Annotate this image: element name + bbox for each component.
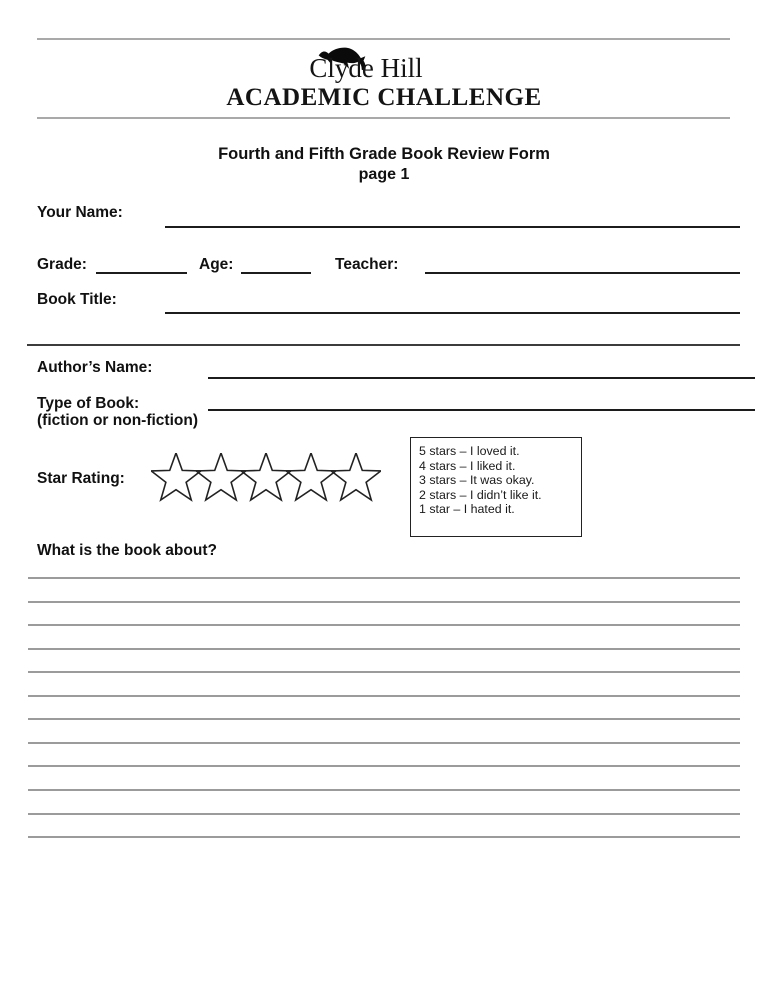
- age-label: Age:: [199, 256, 234, 273]
- star-icon[interactable]: [286, 453, 335, 500]
- book-title-label: Book Title:: [37, 291, 117, 308]
- teacher-label: Teacher:: [335, 256, 399, 273]
- writing-line[interactable]: [28, 624, 740, 626]
- writing-line[interactable]: [28, 577, 740, 579]
- writing-line[interactable]: [28, 765, 740, 767]
- legend-item-5-stars: 5 stars – I loved it.: [419, 444, 520, 458]
- question-label: What is the book about?: [37, 542, 217, 559]
- author-name-label: Author’s Name:: [37, 359, 153, 376]
- type-of-book-input-line[interactable]: [208, 409, 755, 411]
- writing-line[interactable]: [28, 789, 740, 791]
- program-name: ACADEMIC CHALLENGE: [226, 84, 542, 111]
- rating-legend-box: [410, 437, 582, 537]
- legend-item-4-stars: 4 stars – I liked it.: [419, 458, 516, 473]
- book-title-input-line[interactable]: [165, 312, 740, 314]
- author-name-input-line[interactable]: [208, 377, 755, 379]
- writing-line[interactable]: [28, 695, 740, 697]
- writing-line[interactable]: [28, 836, 740, 838]
- form-page-number: page 1: [358, 166, 410, 183]
- writing-line[interactable]: [28, 601, 740, 603]
- teacher-input-line[interactable]: [425, 272, 740, 274]
- writing-line[interactable]: [28, 813, 740, 815]
- star-icon[interactable]: [151, 453, 200, 500]
- type-of-book-hint: (fiction or non-fiction): [37, 412, 198, 429]
- legend-item-2-stars: 2 stars – I didn’t like it.: [419, 487, 542, 502]
- writing-line[interactable]: [28, 742, 740, 744]
- star-rating-label: Star Rating:: [37, 470, 125, 487]
- legend-item-1-star: 1 star – I hated it.: [419, 502, 515, 517]
- your-name-input-line[interactable]: [165, 226, 740, 228]
- legend-item-3-stars: 3 stars – It was okay.: [419, 473, 535, 488]
- form-title: Fourth and Fifth Grade Book Review Form: [218, 145, 550, 163]
- age-input-line[interactable]: [241, 272, 311, 274]
- star-icon[interactable]: [196, 453, 245, 500]
- star-icon[interactable]: [331, 453, 380, 500]
- star-icon[interactable]: [241, 453, 290, 500]
- writing-line[interactable]: [28, 648, 740, 650]
- header-bottom-rule: [37, 117, 730, 119]
- header-top-rule: [37, 38, 730, 40]
- school-name: Clyde Hill: [309, 53, 423, 83]
- grade-label: Grade:: [37, 256, 87, 273]
- star-rating-row[interactable]: [151, 453, 381, 503]
- grade-input-line[interactable]: [96, 272, 187, 274]
- section-divider-rule: [27, 344, 740, 346]
- type-of-book-label: Type of Book:: [37, 395, 140, 412]
- writing-line[interactable]: [28, 671, 740, 673]
- writing-line[interactable]: [28, 718, 740, 720]
- your-name-label: Your Name:: [37, 204, 123, 221]
